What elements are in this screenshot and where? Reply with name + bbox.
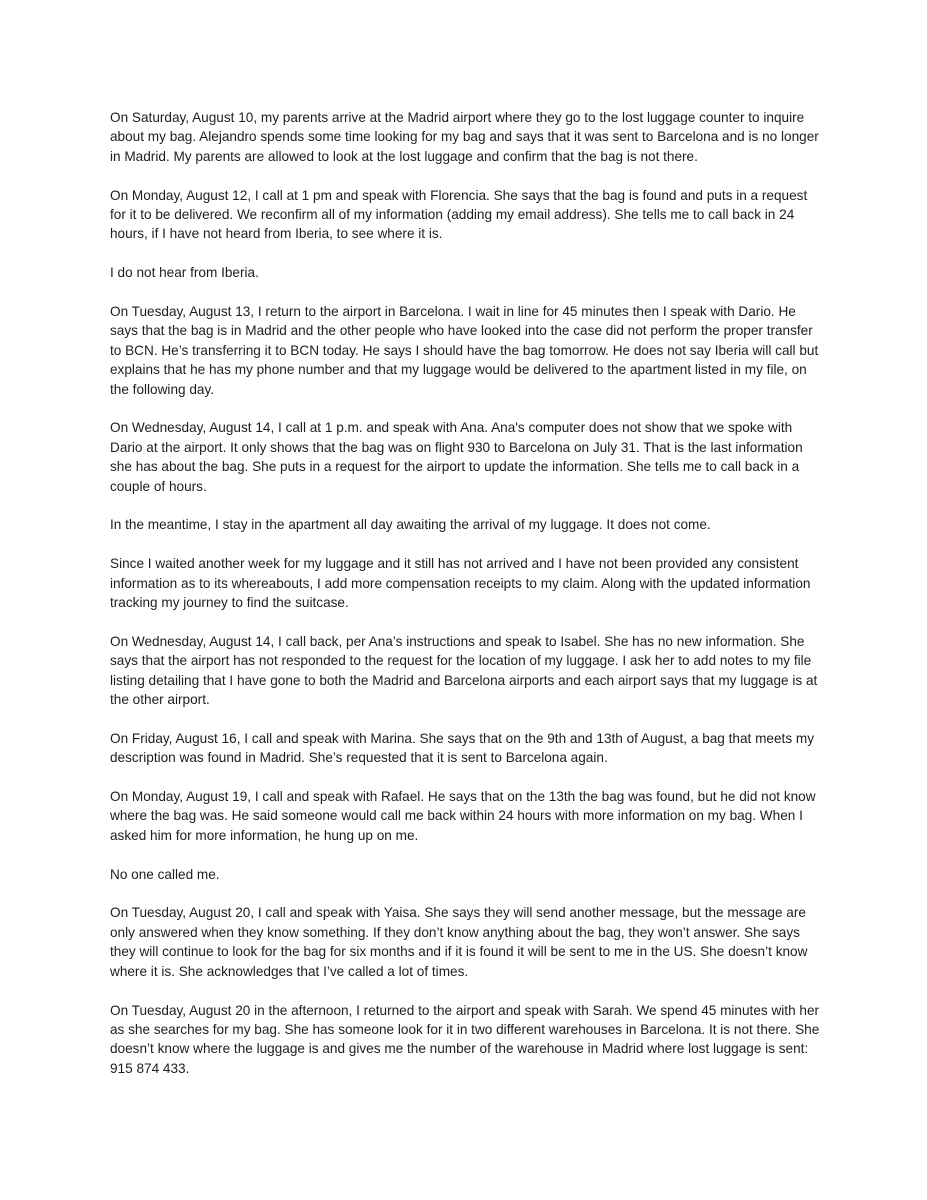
paragraph-aug-10: On Saturday, August 10, my parents arrive at the Madrid airport where they go to the lost luggage counter to inquire about my bag. Alejandro spends some time looking for my bag and says that it was sent to Barcelona and is no longer in Madrid. My parents are allowed to look at the lost luggage and confirm that the bag is not there. <box>110 110 819 164</box>
paragraph-aug-19-rafael: On Monday, August 19, I call and speak with Rafael. He says that on the 13th the bag was found, but he did not know where the bag was. He said someone would call me back within 24 hours with more information on my bag. When I asked him for more information, he hung up on me. <box>110 789 816 843</box>
paragraph-aug-14-isabel: On Wednesday, August 14, I call back, per Ana’s instructions and speak to Isabel. She has no new information. She says that the airport has not responded to the request for the location of my luggage. I ask her to add notes to my file listing detailing that I have gone to both the Madrid and Barcelona airports and each airport says that my luggage is at the other airport. <box>110 633 818 708</box>
paragraph-waiting-in-apartment: In the meantime, I stay in the apartment all day awaiting the arrival of my luggage. It does not come. <box>110 517 711 533</box>
paragraph-compensation-receipts: Since I waited another week for my luggage and it still has not arrived and I have not been provided any consistent information as to its whereabouts, I add more compensation receipts to my claim. Along with the updated information tracking my journey to find the suitcase. <box>110 556 811 611</box>
paragraph-no-word-from-iberia: I do not hear from Iberia. <box>110 265 259 281</box>
paragraph-aug-20-sarah: On Tuesday, August 20 in the afternoon, I returned to the airport and speak with Sarah. We spend 45 minutes with her as she searches for my bag. She has someone look for it in two different warehouses in Barcelona. It is not there. She doesn’t know where the luggage is and gives me the number of the warehouse in Madrid where lost luggage is sent: 915 874 433. <box>110 1002 820 1076</box>
paragraph-aug-16-marina: On Friday, August 16, I call and speak with Marina. She says that on the 9th and 13th of August, a bag that meets my description was found in Madrid. She’s requested that it is sent to Barcelona again. <box>110 730 815 766</box>
paragraph-no-one-called: No one called me. <box>110 866 220 882</box>
paragraph-aug-20-yaisa: On Tuesday, August 20, I call and speak with Yaisa. She says they will send another message, but the message are only answered when they know something. If they don’t know anything about the bag, they won’t answer. She says they will continue to look for the bag for six months and if it is found it will be sent to me in the US. She doesn’t know where it is. She acknowledges that I’ve called a lot of times. <box>110 905 808 979</box>
paragraph-aug-12: On Monday, August 12, I call at 1 pm and speak with Florencia. She says that the bag is found and puts in a request for it to be delivered. We reconfirm all of my information (adding my email address). She tells me to call back in 24 hours, if I have not heard from Iberia, to see where it is. <box>110 187 808 242</box>
paragraph-aug-13: On Tuesday, August 13, I return to the airport in Barcelona. I wait in line for 45 minutes then I speak with Dario. He says that the bag is in Madrid and the other people who have looked into the case did not perform the proper transfer to BCN. He’s transferring it to BCN today. He says I should have the bag tomorrow. He does not say Iberia will call but explains that he has my phone number and that my luggage would be delivered to the apartment listed in my file, on the following day. <box>110 304 819 397</box>
document-page <box>110 108 820 1098</box>
paragraph-aug-14-ana: On Wednesday, August 14, I call at 1 p.m. and speak with Ana. Ana's computer does not show that we spoke with Dario at the airport. It only shows that the bag was on flight 930 to Barcelona on July 31. That is the last information she has about the bag. She puts in a request for the airport to update the information. She tells me to call back in a couple of hours. <box>110 420 803 494</box>
